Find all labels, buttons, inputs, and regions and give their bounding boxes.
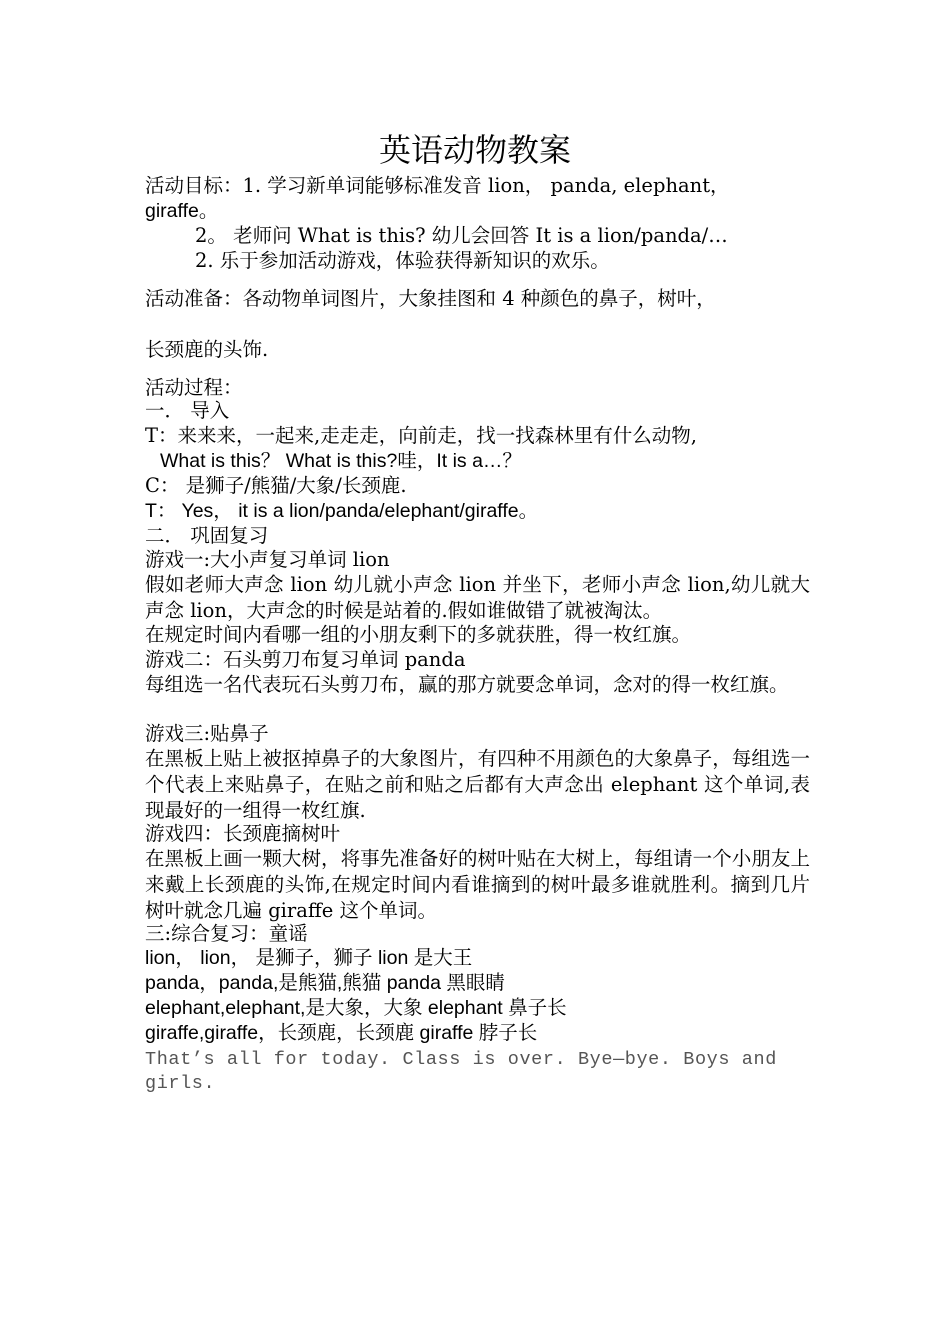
game-1-title: 游戏一:大小声复习单词 lion xyxy=(145,548,390,571)
game-1-text-2: 在规定时间内看哪一组的小朋友剩下的多就获胜，得一枚红旗。 xyxy=(145,623,692,646)
rhyme-line-3: elephant,elephant,是大象，大象 elephant 鼻子长 xyxy=(145,997,567,1019)
dialogue-children: C： 是狮子/熊猫/大象/长颈鹿. xyxy=(145,474,407,497)
game-4-text: 在黑板上画一颗大树，将事先准备好的树叶贴在大树上，每组请一个小朋友上来戴上长颈鹿的头饰,在规定时间内看谁摘到的树叶最多谁就胜利。摘到几片树叶就念几遍 giraffe 这个单词。 xyxy=(145,847,810,922)
rhyme-line-1: lion， lion， 是狮子，狮子 lion 是大王 xyxy=(145,947,473,969)
section-3-heading: 三:综合复习：童谣 xyxy=(145,922,308,945)
closing-line-2: girls. xyxy=(145,1073,216,1094)
section-2-heading: 二． 巩固复习 xyxy=(145,524,269,547)
section-1-heading: 一． 导入 xyxy=(145,399,230,422)
game-3-title: 游戏三:贴鼻子 xyxy=(145,722,269,745)
process-heading: 活动过程： xyxy=(145,376,243,399)
prep-line-1: 活动准备：各动物单词图片，大象挂图和 4 种颜色的鼻子，树叶， xyxy=(145,287,716,310)
goals-line-2: giraffe。 xyxy=(145,200,219,222)
goals-line-3: 2。 老师问 What is this? 幼儿会回答 It is a lion/panda/… xyxy=(195,224,728,247)
dialogue-teacher-2: What is this？ What is this?哇，It is a…？ xyxy=(160,450,522,472)
closing-line-1: That’s all for today. Class is over. Bye—bye. Boys and xyxy=(145,1049,777,1070)
document-title: 英语动物教案 xyxy=(378,131,571,169)
goals-line-1: 活动目标：1. 学习新单词能够标准发音 lion， panda, elephant， xyxy=(145,174,730,197)
dialogue-teacher-1: T：来来来，一起来,走走走，向前走，找一找森林里有什么动物, xyxy=(145,424,697,447)
rhyme-line-2: panda，panda,是熊猫,熊猫 panda 黑眼睛 xyxy=(145,972,505,994)
game-2-title: 游戏二：石头剪刀布复习单词 panda xyxy=(145,648,466,671)
dialogue-teacher-3: T： Yes， it is a lion/panda/elephant/giraffe。 xyxy=(145,500,539,522)
rhyme-line-4: giraffe,giraffe，长颈鹿，长颈鹿 giraffe 脖子长 xyxy=(145,1022,538,1044)
game-3-text: 在黑板上贴上被抠掉鼻子的大象图片，有四种不用颜色的大象鼻子，每组选一个代表上来贴鼻子，在贴之前和贴之后都有大声念出 elephant 这个单词,表现最好的一组得一枚红旗. xyxy=(145,747,810,822)
goals-line-4: 2. 乐于参加活动游戏，体验获得新知识的欢乐。 xyxy=(195,249,610,272)
prep-line-2: 长颈鹿的头饰. xyxy=(145,338,269,361)
game-2-text: 每组选一名代表玩石头剪刀布，赢的那方就要念单词，念对的得一枚红旗。 xyxy=(145,673,789,696)
game-4-title: 游戏四：长颈鹿摘树叶 xyxy=(145,822,341,845)
game-1-text: 假如老师大声念 lion 幼儿就小声念 lion 并坐下，老师小声念 lion,幼儿就大声念 lion，大声念的时候是站着的.假如谁做错了就被淘汰。 xyxy=(145,573,810,622)
